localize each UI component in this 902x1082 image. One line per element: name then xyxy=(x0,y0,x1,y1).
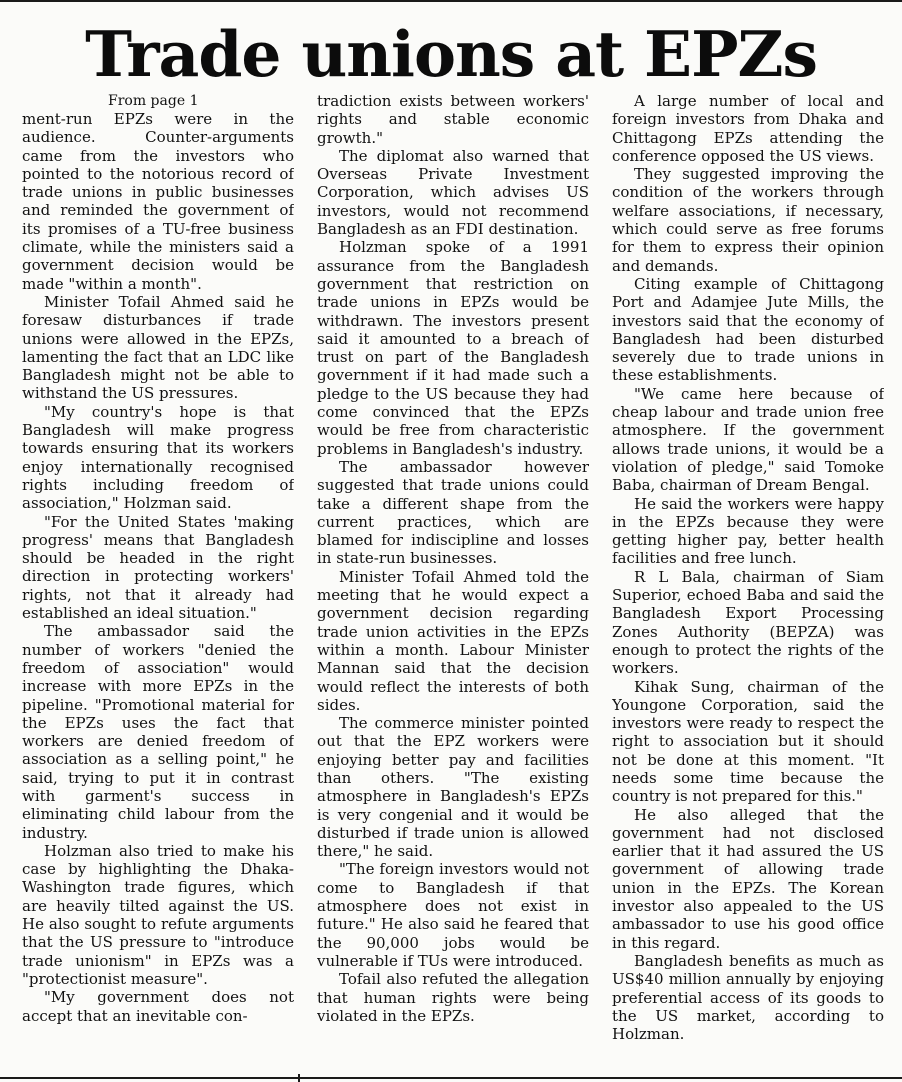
paragraph: tradiction exists between workers' rights and stable economic growth." xyxy=(317,92,589,147)
paragraph: Bangladesh benefits as much as US$40 million annually by enjoying preferential access of its goods to the US market, according to Holzman. xyxy=(612,951,884,1044)
paragraph: Holzman also tried to make his case by highlighting the Dhaka-Washington trade figures, which are heavily tilted against the US. He also sought to refute arguments that the US pressure to "introduce trade unionism" in EPZs was a "protectionist measure". xyxy=(22,841,294,988)
paragraph: The ambassador however suggested that trade unions could take a different shape from the current practices, which are blamed for indiscipline and losses in state-run businesses. xyxy=(317,457,589,568)
paragraph: "My country's hope is that Bangladesh will make progress towards ensuring that its workers enjoy internationally recognised rights including freedom of association," Holzman said. xyxy=(22,402,294,513)
column-2 xyxy=(317,92,589,1067)
paragraph: Tofail also refuted the allegation that human rights were being violated in the EPZs. xyxy=(317,970,589,1025)
paragraph: "We came here because of cheap labour and trade union free atmosphere. If the government allows trade unions, it would be a violation of pledge," said Tomoke Baba, chairman of Dream Bengal. xyxy=(612,384,884,495)
paragraph: "For the United States 'making progress' means that Bangladesh should be headed in the right direction in protecting workers' rights, not that it already had established an ideal situation." xyxy=(22,512,294,623)
paragraph: The commerce minister pointed out that the EPZ workers were enjoying better pay and facilities than others. "The existing atmosphere in Bangladesh's EPZs is very congenial and it would be disturbed if trade union is allowed there," he said. xyxy=(317,714,589,861)
column-1 xyxy=(22,92,294,1067)
paragraph: A large number of local and foreign investors from Dhaka and Chittagong EPZs attending the conference opposed the US views. xyxy=(612,92,884,165)
paragraph: Holzman spoke of a 1991 assurance from the Bangladesh government that restriction on trade unions in EPZs would be withdrawn. The investors present said it amounted to a breach of trust on part of the Bangladesh government if it had made such a pledge to the US because they had come convinced that the EPZs would be free from characteristic problems in Bangladesh's industry. xyxy=(317,238,589,458)
column-divider-tick xyxy=(298,1074,300,1082)
headline: Trade unions at EPZs xyxy=(85,17,817,91)
paragraph: They suggested improving the condition of the workers through welfare associations, if necessary, which could serve as free forums for them to express their opinion and demands. xyxy=(612,165,884,275)
paragraph: He also alleged that the government had not disclosed earlier that it had assured the US government of allowing trade union in the EPZs. The Korean investor also appealed to the US ambassador to use his good office in this regard. xyxy=(612,805,884,952)
paragraph: "My government does not accept that an inevitable con- xyxy=(22,988,294,1025)
continuation-note: From page 1 xyxy=(108,93,199,109)
top-rule xyxy=(0,0,902,2)
paragraph: Minister Tofail Ahmed said he foresaw disturbances if trade unions were allowed in the EPZs, lamenting the fact that an LDC like Bangladesh might not be able to withstand the US pressures. xyxy=(22,292,294,403)
paragraph: ment-run EPZs were in the audience. Counter-arguments came from the investors who pointed to the notorious record of trade unions in public businesses and reminded the government of its promises of a TU-free business climate, while the ministers said a government decision would be made "within a month". xyxy=(22,110,294,293)
paragraph: The ambassador said the number of workers "denied the freedom of association" would increase with more EPZs in the pipeline. "Promotional material for the EPZs uses the fact that workers are denied freedom of association as a selling point," he said, trying to put it in contrast with garment's success in eliminating child labour from the industry. xyxy=(22,622,294,842)
article-body xyxy=(22,92,884,1067)
paragraph: "The foreign investors would not come to Bangladesh if that atmosphere does not exist in future." He also said he feared that the 90,000 jobs would be vulnerable if TUs were introduced. xyxy=(317,860,589,970)
paragraph: Minister Tofail Ahmed told the meeting that he would expect a government decision regarding trade union activities in the EPZs within a month. Labour Minister Mannan said that the decision would reflect the interests of both sides. xyxy=(317,567,589,714)
column-3 xyxy=(612,92,884,1067)
bottom-rule xyxy=(0,1077,902,1079)
paragraph: Kihak Sung, chairman of the Youngone Corporation, said the investors were ready to respect the right to association but it should not be done at this moment. "It needs some time because the country is not prepared for this." xyxy=(612,677,884,806)
paragraph: Citing example of Chittagong Port and Adamjee Jute Mills, the investors said that the economy of Bangladesh had been disturbed severely due to trade unions in these establishments. xyxy=(612,274,884,385)
paragraph: He said the workers were happy in the EPZs because they were getting higher pay, better health facilities and free lunch. xyxy=(612,494,884,568)
paragraph: The diplomat also warned that Overseas Private Investment Corporation, which advises US investors, would not recommend Bangladesh as an FDI destination. xyxy=(317,146,589,239)
paragraph: R L Bala, chairman of Siam Superior, echoed Baba and said the Bangladesh Export Processing Zones Authority (BEPZA) was enough to protect the rights of the workers. xyxy=(612,567,884,678)
